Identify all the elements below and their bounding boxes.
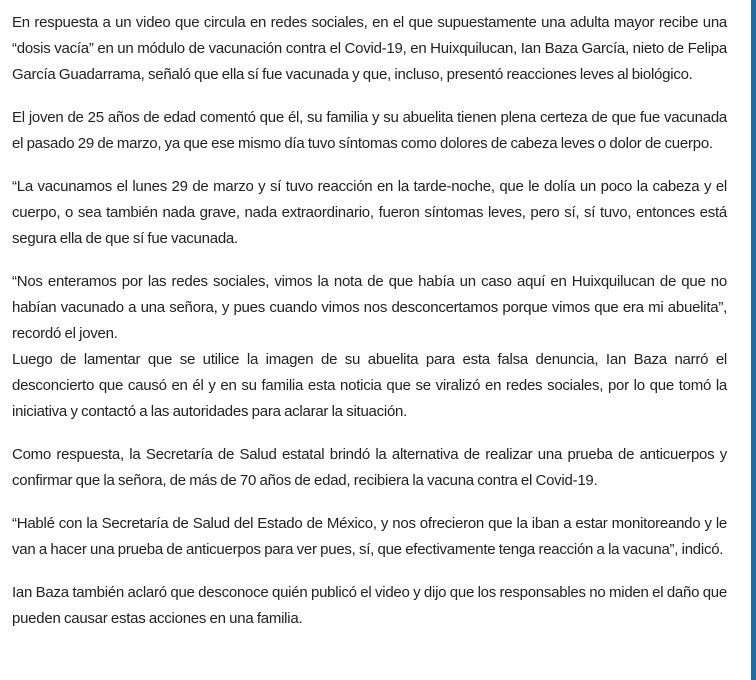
paragraph-quote-monitoring: “Hablé con la Secretaría de Salud del Estado de México, y nos ofrecieron que la iban a estar monitoreando y le van a hacer una prueba de anticuerpos para ver pues, sí, que efectivamente tenga reacción a la vacuna”, indicó. [12,515,727,558]
paragraph-intro: En respuesta a un video que circula en redes sociales, en el que supuestamente una adulta mayor recibe una “dosis vacía” en un módulo de vacunación contra el Covid-19, en Huixquilucan, Ian Baza García, nieto de Felipa García Guadarrama, señaló que ella sí fue vacunada y que, incluso, presentó reacciones leves al biológico. [12,14,727,83]
paragraph-quote-social-media: “Nos enteramos por las redes sociales, vimos la nota de que había un caso aquí en Huixquilucan de que no habían vacunado a una señora, y pues cuando vimos nos desconcertamos porque vimos que era mi abuelita”, recordó el joven. [12,273,727,342]
paragraph-complaint: Luego de lamentar que se utilice la imagen de su abuelita para esta falsa denuncia, Ian Baza narró el desconcierto que causó en él y en su familia esta noticia que se viralizó en redes sociales, por lo que tomó la iniciativa y contactó a las autoridades para aclarar la situación. [12,351,727,420]
paragraph-certainty: El joven de 25 años de edad comentó que él, su familia y su abuelita tienen plena certeza de que fue vacunada el pasado 29 de marzo, ya que ese mismo día tuvo síntomas como dolores de cabeza leves o dolor de cuerpo. [12,109,727,152]
paragraph-quote-reaction: “La vacunamos el lunes 29 de marzo y sí tuvo reacción en la tarde-noche, que le dolía un poco la cabeza y el cuerpo, o sea también nada grave, nada extraordinario, fueron síntomas leves, pero sí, sí tuvo, entonces está segura ella de que sí fue vacunada. [12,178,727,247]
paragraph-antibody-test: Como respuesta, la Secretaría de Salud estatal brindó la alternativa de realizar una prueba de anticuerpos y confirmar que la señora, de más de 70 años de edad, recibiera la vacuna contra el Covid-19. [12,446,727,489]
paragraph-closing: Ian Baza también aclaró que desconoce quién publicó el video y dijo que los responsables no miden el daño que pueden causar estas acciones en una familia. [12,584,727,627]
